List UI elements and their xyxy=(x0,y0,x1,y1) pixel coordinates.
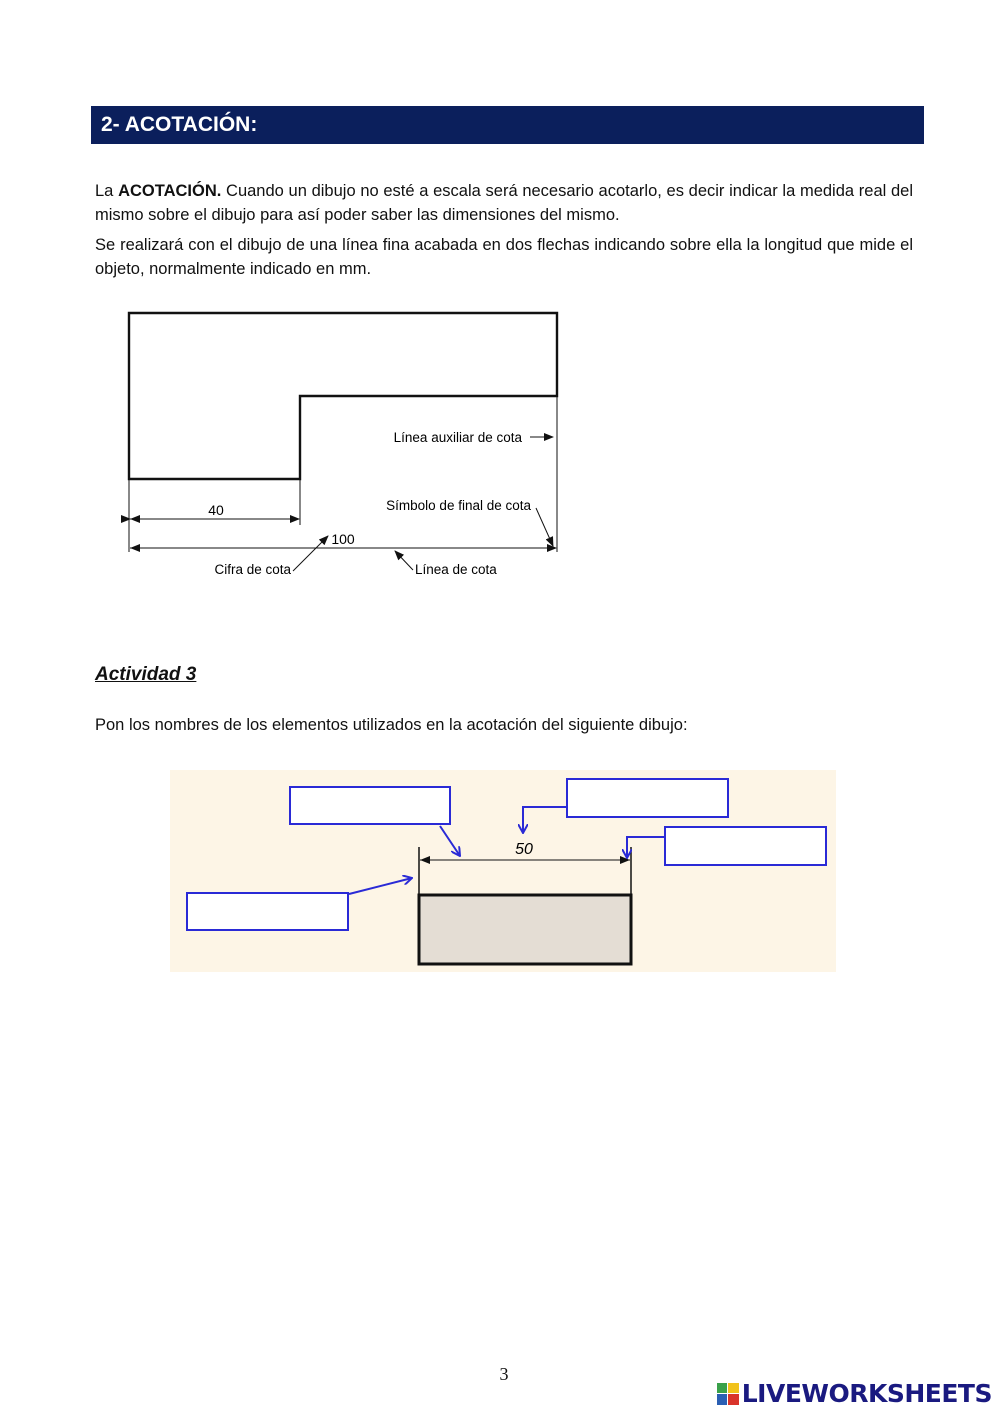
intro-paragraph-2: Se realizará con el dibujo de una línea fina acabada en dos flechas indicando sobre ella la longitud que mide el objeto, normalmente indicado en mm. xyxy=(95,236,913,278)
activity-instruction: Pon los nombres de los elementos utilizados en la acotación del siguiente dibujo: xyxy=(95,716,688,734)
intro-paragraph-1 xyxy=(95,179,913,227)
liveworksheets-logo xyxy=(717,1379,992,1408)
leader-end-symbol xyxy=(536,508,553,546)
exercise-dimension-value: 50 xyxy=(515,841,533,858)
label-end-symbol: Símbolo de final de cota xyxy=(386,498,531,513)
liveworksheets-icon xyxy=(717,1383,739,1405)
answer-box-end-symbol[interactable] xyxy=(664,826,827,866)
part-outline xyxy=(129,313,557,479)
activity-title: Actividad 3 xyxy=(95,664,197,685)
leader-dimension-figure xyxy=(293,536,328,571)
intro-bold-term: ACOTACIÓN. xyxy=(118,182,222,200)
answer-box-dimension-figure[interactable] xyxy=(566,778,729,818)
section-title: 2- ACOTACIÓN: xyxy=(91,106,924,144)
label-extension-line: Línea auxiliar de cota xyxy=(393,430,522,445)
dimension-value-100: 100 xyxy=(331,531,355,547)
exercise-part xyxy=(419,895,631,964)
page-number: 3 xyxy=(499,1364,509,1384)
leader-dimension-line xyxy=(395,551,413,570)
answer-box-dimension-line[interactable] xyxy=(289,786,451,825)
intro-text: Cuando un dibujo no esté a escala será necesario acotarlo, es decir indicar la medida real del mismo sobre el dibujo para así poder saber las dimensiones del mismo. xyxy=(95,182,914,224)
label-dimension-line: Línea de cota xyxy=(415,562,497,577)
dimension-value-40: 40 xyxy=(208,502,224,518)
label-dimension-figure: Cifra de cota xyxy=(214,562,291,577)
answer-box-extension-line[interactable] xyxy=(186,892,349,931)
dimensioning-example-diagram xyxy=(120,300,570,590)
exercise-diagram xyxy=(170,770,836,972)
brand-name: LIVEWORKSHEETS xyxy=(741,1379,992,1408)
arrowhead-left-40 xyxy=(130,515,140,523)
intro-prefix: La xyxy=(95,182,119,200)
arrowhead-left-100 xyxy=(130,544,140,552)
